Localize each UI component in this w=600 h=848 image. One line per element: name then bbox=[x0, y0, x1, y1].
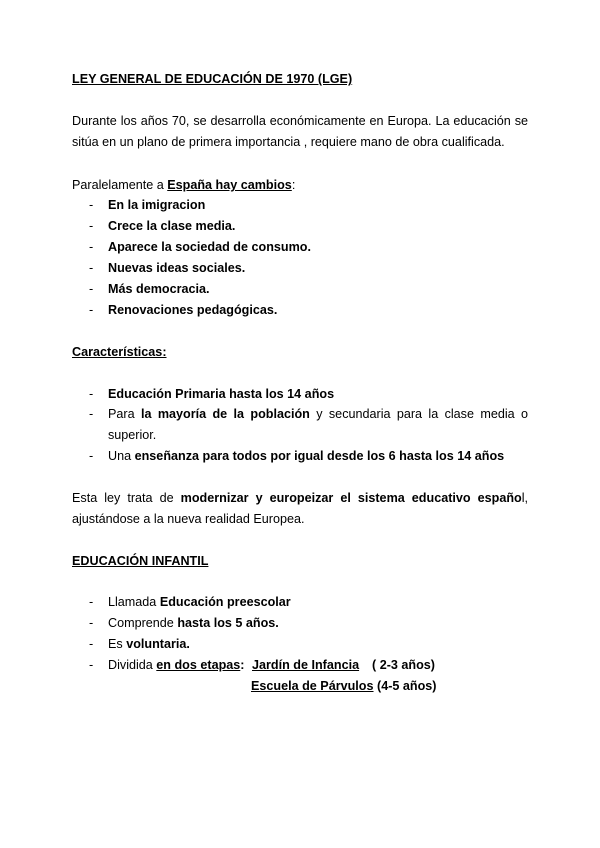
etapa-jardin-ages: ( 2-3 años) bbox=[372, 658, 435, 672]
infantil-item2-emphasis: hasta los 5 años. bbox=[177, 616, 279, 630]
ley-line-2: ajustándose a la nueva realidad Europea. bbox=[72, 512, 305, 526]
infantil-item4-text: Dividida bbox=[108, 658, 157, 672]
infantil-item-3 bbox=[108, 636, 190, 652]
infantil-item4-etapas: en dos etapas bbox=[156, 658, 241, 672]
cambio-item: Crece la clase media. bbox=[108, 219, 236, 233]
caracteristicas-heading: Características: bbox=[72, 345, 167, 359]
infantil-item3-text: Es bbox=[108, 637, 127, 651]
cambio-item: Nuevas ideas sociales. bbox=[108, 261, 246, 275]
bullet-dash: - bbox=[89, 261, 94, 275]
item2-text-c: y secundaria para la clase media o bbox=[316, 407, 528, 421]
bullet-dash: - bbox=[89, 282, 94, 296]
caracteristica-item-3 bbox=[108, 448, 504, 464]
bullet-dash: - bbox=[89, 198, 94, 212]
bullet-dash: - bbox=[89, 387, 94, 401]
etapa-parvulos: Escuela de Párvulos bbox=[251, 679, 374, 693]
infantil-item2-text: Comprende bbox=[108, 616, 178, 630]
cambio-item: Aparece la sociedad de consumo. bbox=[108, 240, 311, 254]
ley-emphasis: modernizar y europeizar el sistema educativo españo bbox=[180, 491, 522, 505]
infantil-item-2 bbox=[108, 615, 279, 631]
infantil-item1-emphasis: Educación preescolar bbox=[159, 595, 291, 609]
bullet-dash: - bbox=[89, 595, 94, 609]
bullet-dash: - bbox=[89, 637, 94, 651]
item2-emphasis: la mayoría de la población bbox=[140, 407, 310, 421]
item3-emphasis: enseñanza para todos por igual desde los 6 hasta los 14 años bbox=[134, 449, 505, 463]
infantil-item1-text: Llamada bbox=[108, 595, 160, 609]
etapa-parvulos-line bbox=[251, 678, 437, 694]
cambio-item: Renovaciones pedagógicas. bbox=[108, 303, 278, 317]
etapa-jardin: Jardín de Infancia bbox=[252, 658, 360, 672]
infantil-item-1 bbox=[108, 594, 291, 610]
cambios-lead-emphasis: España hay cambios bbox=[167, 178, 292, 192]
ley-line-1 bbox=[72, 490, 528, 506]
caracteristica-item-2 bbox=[108, 406, 528, 422]
cambios-lead-text: Paralelamente a bbox=[72, 178, 168, 192]
bullet-dash: - bbox=[89, 658, 94, 672]
caracteristica-item-1: Educación Primaria hasta los 14 años bbox=[108, 387, 335, 401]
ley-text-a: Esta ley trata de bbox=[72, 491, 174, 505]
etapa-parvulos-ages: (4-5 años) bbox=[373, 679, 437, 693]
cambio-item: En la imigracion bbox=[108, 198, 206, 212]
document-title: LEY GENERAL DE EDUCACIÓN DE 1970 (LGE) bbox=[72, 72, 353, 86]
item2-text-a: Para bbox=[108, 407, 135, 421]
bullet-dash: - bbox=[89, 616, 94, 630]
intro-line-2: sitúa en un plano de primera importancia , requiere mano de obra cualificada. bbox=[72, 135, 505, 149]
intro-line-1: Durante los años 70, se desarrolla económicamente en Europa. La educación se bbox=[72, 114, 528, 128]
infantil-item3-emphasis: voluntaria. bbox=[126, 637, 190, 651]
cambios-lead bbox=[72, 177, 295, 193]
item3-text-a: Una bbox=[108, 449, 135, 463]
cambio-item: Más democracia. bbox=[108, 282, 210, 296]
infantil-heading: EDUCACIÓN INFANTIL bbox=[72, 554, 209, 568]
caracteristica-item-2-cont: superior. bbox=[108, 428, 157, 442]
bullet-dash: - bbox=[89, 449, 94, 463]
bullet-dash: - bbox=[89, 303, 94, 317]
bullet-dash: - bbox=[89, 219, 94, 233]
bullet-dash: - bbox=[89, 407, 94, 421]
ley-text-c: l, bbox=[521, 491, 529, 505]
cambios-lead-colon: : bbox=[291, 178, 296, 192]
infantil-item-4 bbox=[108, 657, 245, 673]
bullet-dash: - bbox=[89, 240, 94, 254]
infantil-item4-colon: : bbox=[240, 658, 245, 672]
